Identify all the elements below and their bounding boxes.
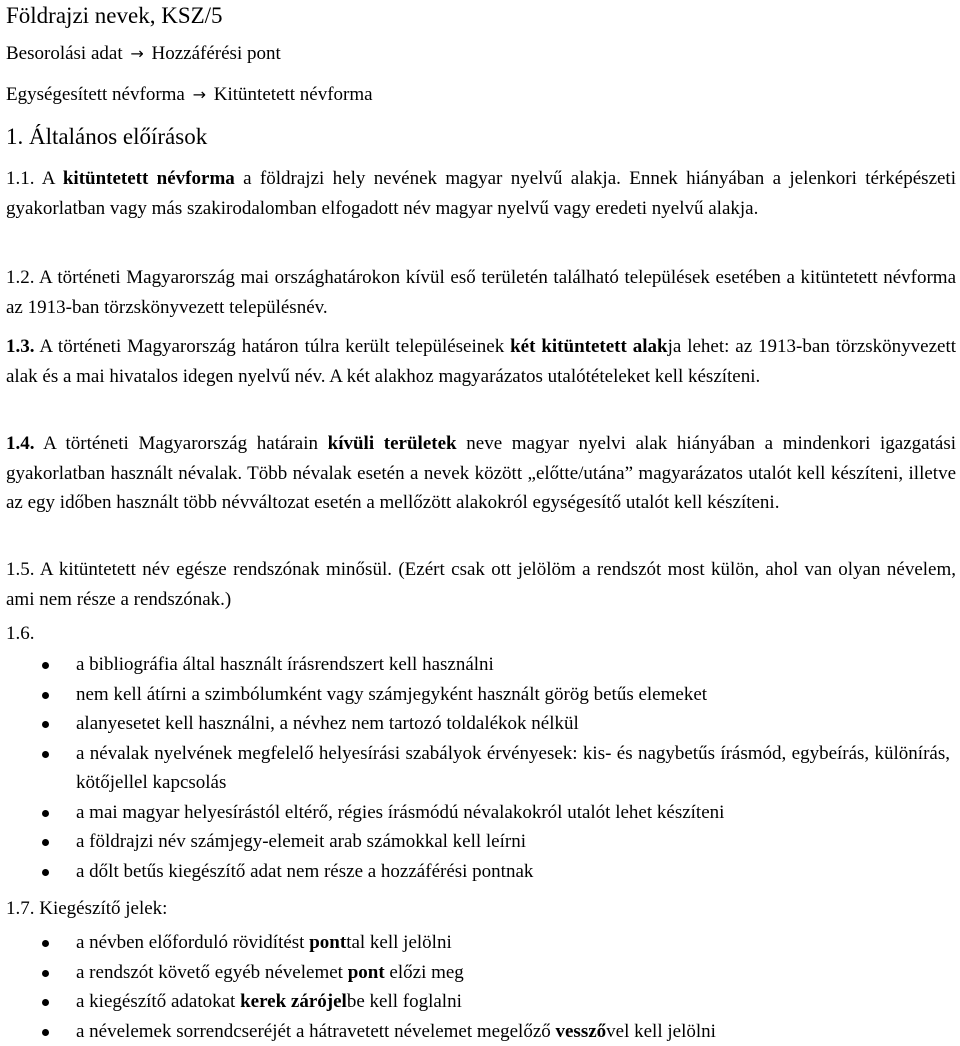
bullet-icon: [42, 1029, 49, 1036]
list-item-text: a bibliográfia által használt írásrendszert kell használni: [76, 654, 494, 675]
list-item: [0, 1017, 950, 1046]
paragraph-1-4: [6, 429, 956, 518]
bullet-icon: [42, 839, 49, 846]
right-arrow-icon: →: [192, 85, 207, 104]
list-item-text: a kiegészítő adatokat: [76, 991, 241, 1012]
bullet-icon: [42, 751, 49, 758]
list-item-text: a névalak nyelvének megfelelő helyesírási szabályok érvényesek: kis- és nagybetűs írásmód, egybeírás, különírás, kötőjellel kapcsolás: [76, 742, 950, 793]
document-title: Földrajzi nevek, KSZ/5: [6, 3, 223, 28]
paragraph-text: A: [34, 168, 63, 189]
paragraph-1-6-label: 1.6.: [6, 623, 35, 644]
emphasis: kitüntetett névforma: [62, 168, 235, 189]
list-item: [0, 798, 950, 828]
paragraph-text: neve magyar nyelvi alak hiányában a mindenkori igazgatási gyakorlatban használt névalak. Több névalak esetén a nevek között „előtte/utána” magyarázatos utalót kell készíteni, illetve az egy időben használt több névváltozat esetén a mellőzött alakokról egységesítő utalót kell készíteni.: [6, 433, 956, 514]
rules-list-1-6: [0, 650, 960, 886]
list-item: [0, 650, 950, 680]
emphasis: vessző: [555, 1020, 607, 1042]
list-item-text: a dőlt betűs kiegészítő adat nem része a hozzáférési pontnak: [76, 860, 534, 882]
paragraph-text: A történeti Magyarország határain: [34, 433, 328, 454]
mapping-1-left: Besorolási adat: [6, 43, 123, 64]
emphasis: két kitüntetett alak: [510, 336, 668, 357]
paragraph-1-7-label: 1.7. Kiegészítő jelek:: [6, 898, 168, 919]
list-item-text: a mai magyar helyesírástól eltérő, régies írásmódú névalakokról utalót lehet készíteni: [76, 801, 725, 823]
paragraph-1-5: 1.5. A kitüntetett név egésze rendszónak minősül. (Ezért csak ott jelölöm a rendszót most külön, ahol van olyan névelem, ami nem része a rendszónak.): [6, 559, 956, 610]
list-item-text: a névelemek sorrendcseréjét a hátravetett névelemet megelőző: [76, 1020, 556, 1042]
list-item-text: alanyesetet kell használni, a névhez nem tartozó toldalékok nélkül: [76, 713, 579, 734]
bullet-icon: [42, 869, 49, 876]
paragraph-1-1: [6, 164, 956, 223]
list-item-text: nem kell átírni a szimbólumként vagy számjegyként használt görög betűs elemeket: [76, 683, 708, 705]
bullet-icon: [42, 940, 49, 947]
mapping-2-left: Egységesített névforma: [6, 84, 185, 105]
bullet-icon: [42, 662, 49, 669]
list-item-text: vel kell jelölni: [606, 1020, 716, 1042]
paragraph-text: ja lehet: az 1913-ban törzskönyvezett alak és a mai hivatalos idegen nyelvű név. A két alakhoz magyarázatos utalótételeket kell készíteni.: [6, 336, 957, 387]
paragraph-number: 1.1.: [6, 168, 35, 189]
emphasis: pont: [347, 961, 385, 983]
paragraph-text: a földrajzi hely nevének magyar nyelvű alakja. Ennek hiányában a jelenkori térképészeti gyakorlatban vagy más szakirodalomban elfogadott név magyar nyelvű vagy eredeti nyelvű alakja.: [6, 168, 956, 219]
section-heading: 1. Általános előírások: [6, 124, 208, 149]
mapping-line-2: [6, 84, 373, 106]
list-item: [0, 987, 950, 1017]
bullet-icon: [42, 810, 49, 817]
list-item-text: a névben előforduló rövidítést: [76, 932, 310, 953]
paragraph-1-3: [6, 332, 956, 391]
list-item-text: be kell foglalni: [346, 991, 462, 1012]
mapping-1-right: Hozzáférési pont: [151, 43, 281, 64]
mapping-line-1: [6, 43, 281, 65]
paragraph-1-2: [6, 263, 956, 322]
list-item: [0, 739, 950, 798]
emphasis: pont: [309, 932, 347, 953]
list-item-text: előzi meg: [384, 961, 464, 983]
bullet-icon: [42, 999, 49, 1006]
list-item: [0, 709, 950, 739]
paragraph-number: 1.4.: [6, 433, 35, 454]
right-arrow-icon: →: [130, 44, 144, 63]
list-item: [0, 680, 950, 710]
emphasis: kerek zárójel: [240, 991, 347, 1012]
bullet-icon: [42, 970, 49, 977]
list-item-text: a földrajzi név számjegy-elemeit arab számokkal kell leírni: [76, 831, 526, 852]
list-item: [0, 928, 950, 958]
list-item-text: tal kell jelölni: [346, 932, 452, 953]
list-item: [0, 958, 950, 988]
paragraph-text: A történeti Magyarország mai országhatárokon kívül eső területén található települések esetében a kitüntetett névforma az 1913-ban törzskönyvezett településnév.: [6, 267, 956, 318]
mapping-2-right: Kitüntetett névforma: [213, 84, 373, 105]
rules-list-1-7: [0, 928, 960, 1046]
paragraph-number: 1.2.: [6, 267, 35, 288]
list-item-text: a rendszót követő egyéb névelemet: [76, 961, 348, 983]
bullet-icon: [42, 721, 49, 728]
emphasis: kívüli területek: [327, 433, 457, 454]
bullet-icon: [42, 692, 49, 699]
list-item: [0, 827, 950, 857]
paragraph-text: A történeti Magyarország határon túlra került településeinek: [34, 336, 511, 357]
list-item: [0, 857, 950, 887]
paragraph-number: 1.3.: [6, 336, 35, 357]
